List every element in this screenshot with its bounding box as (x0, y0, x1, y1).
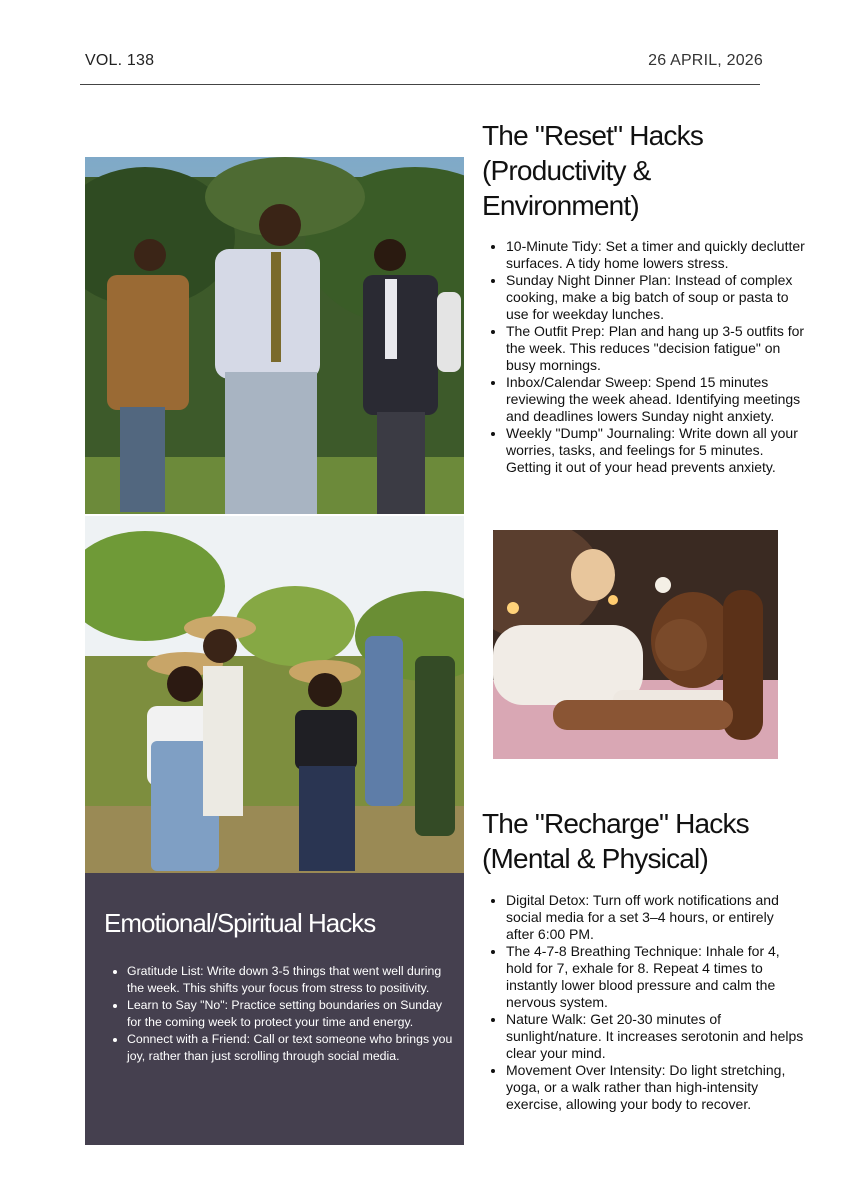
list-item: • The Outfit Prep: Plan and hang up 3-5 outfits for the week. This reduces "decision fatigue" on busy mornings. (506, 323, 806, 374)
recharge-title-line-2: (Mental & Physical) (482, 843, 708, 874)
volume-number: VOL. 138 (85, 52, 155, 69)
emotional-hacks-title: Emotional/Spiritual Hacks (104, 908, 376, 938)
reset-hacks-title (482, 118, 822, 223)
list-item: • Learn to Say "No": Practice setting boundaries on Sunday for the coming week to protect your time and energy. (127, 997, 457, 1031)
list-item: • Weekly "Dump" Journaling: Write down all your worries, tasks, and feelings for 5 minutes. Getting it out of your head prevents anxiety. (506, 425, 806, 476)
reset-hacks-list (484, 238, 806, 476)
list-item: • Digital Detox: Turn off work notifications and social media for a set 3–4 hours, or entirely after 6:00 PM. (506, 892, 804, 943)
emotional-hacks-list (105, 963, 457, 1065)
header-divider (80, 84, 760, 85)
list-item: • Connect with a Friend: Call or text someone who brings you joy, rather than just scrolling through social media. (127, 1031, 457, 1065)
reset-title-line-1: The "Reset" Hacks (482, 120, 704, 151)
recharge-hacks-title (482, 806, 822, 876)
emotional-hacks-panel (85, 873, 464, 1145)
list-item: • Inbox/Calendar Sweep: Spend 15 minutes reviewing the week ahead. Identifying meetings and deadlines lowers Sunday night anxiety. (506, 374, 806, 425)
list-item: • Gratitude List: Write down 3-5 things that went well during the week. This shifts your focus from stress to positivity. (127, 963, 457, 997)
photo-women-farmers (85, 516, 464, 873)
list-item: • Nature Walk: Get 20-30 minutes of sunlight/nature. It increases serotonin and helps clear your mind. (506, 1011, 804, 1062)
list-item: • Movement Over Intensity: Do light stretching, yoga, or a walk rather than high-intensity exercise, allowing your body to recover. (506, 1062, 804, 1113)
reset-title-line-3: Environment) (482, 190, 639, 221)
list-item: • 10-Minute Tidy: Set a timer and quickly declutter surfaces. A tidy home lowers stress. (506, 238, 806, 272)
recharge-title-line-1: The "Recharge" Hacks (482, 808, 749, 839)
list-item: • Sunday Night Dinner Plan: Instead of complex cooking, make a big batch of soup or pasta to use for weekday lunches. (506, 272, 806, 323)
photo-spa-massage (493, 530, 778, 759)
reset-title-line-2: (Productivity & (482, 155, 651, 186)
photo-men-in-field (85, 157, 464, 514)
recharge-hacks-list (484, 892, 804, 1113)
issue-date: 26 APRIL, 2026 (648, 52, 763, 69)
list-item: • The 4-7-8 Breathing Technique: Inhale for 4, hold for 7, exhale for 8. Repeat 4 times to instantly lower blood pressure and calm the nervous system. (506, 943, 804, 1011)
